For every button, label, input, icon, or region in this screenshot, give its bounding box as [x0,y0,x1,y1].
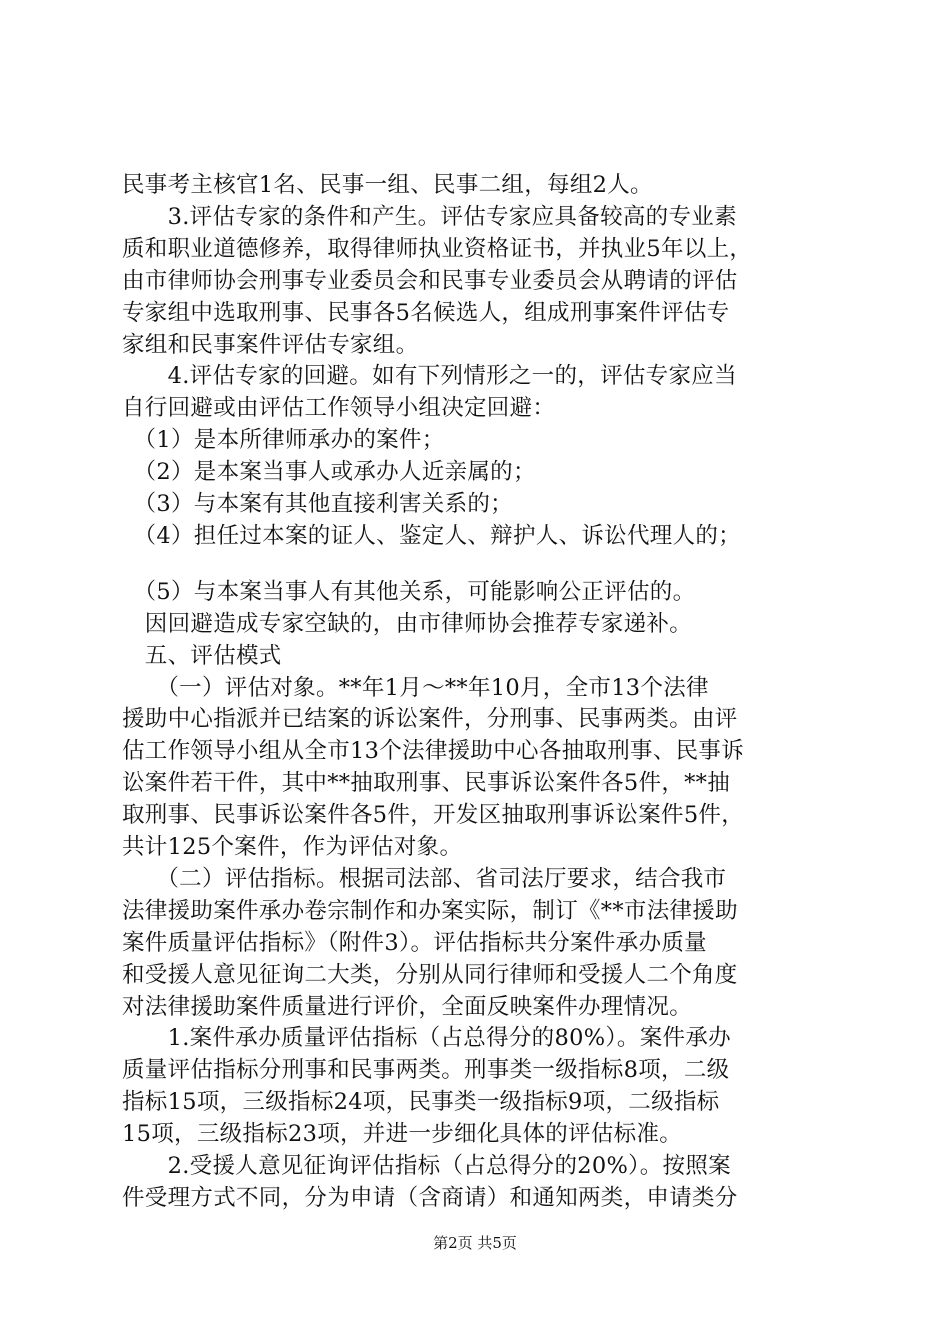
paragraph-line: 质量评估指标分刑事和民事两类。刑事类一级指标8项，二级 [122,1057,730,1084]
list-item: （5）与本案当事人有其他关系，可能影响公正评估的。 [122,578,696,605]
paragraph-line: 自行回避或由评估工作领导小组决定回避： [122,395,556,422]
list-item: （1）是本所律师承办的案件； [122,427,445,454]
list-item: （2）是本案当事人或承办人近亲属的； [122,459,536,486]
paragraph-line: （二）评估指标。根据司法部、省司法厅要求，结合我市 [122,865,727,892]
paragraph-line: 2.受援人意见征询评估指标（占总得分的20%）。按照案 [122,1153,731,1179]
paragraph-line: 法律援助案件承办卷宗制作和办案实际，制订《**市法律援助 [122,897,738,924]
paragraph-line: 案件质量评估指标》（附件3）。评估指标共分案件承办质量 [122,929,707,956]
paragraph-line: 质和职业道德修养，取得律师执业资格证书，并执业5年以上， [122,235,753,262]
paragraph-line: 取刑事、民事诉讼案件各5件，开发区抽取刑事诉讼案件5件， [122,802,745,829]
paragraph-line: 因回避造成专家空缺的，由市律师协会推荐专家递补。 [122,610,693,637]
paragraph-line: 民事考主核官1名、民事一组、民事二组，每组2人。 [122,172,653,198]
paragraph-line: 指标15项，三级指标24项，民事类一级指标9项，二级指标 [122,1089,720,1116]
paragraph-line: 4.评估专家的回避。如有下列情形之一的，评估专家应当 [122,363,737,390]
paragraph-line: （一）评估对象。**年1月～**年10月，全市13个法律 [122,674,709,701]
paragraph-line: 讼案件若干件，其中**抽取刑事、民事诉讼案件各5件，**抽 [122,770,731,797]
list-item: （3）与本案有其他直接利害关系的； [122,491,513,517]
paragraph-line: 专家组中选取刑事、民事各5名候选人，组成刑事案件评估专 [122,299,730,326]
paragraph-line: 3.评估专家的条件和产生。评估专家应具备较高的专业素 [122,203,737,230]
paragraph-line: 由市律师协会刑事专业委员会和民事专业委员会从聘请的评估 [122,267,738,294]
page-number-footer: 第2页 共5页 [433,1234,517,1252]
section-heading: 五、评估模式 [122,642,282,669]
paragraph-line: 15项，三级指标23项，并进一步细化具体的评估标准。 [122,1121,683,1148]
paragraph-line: 1.案件承办质量评估指标（占总得分的80%）。案件承办 [122,1025,731,1052]
list-item: （4）担任过本案的证人、鉴定人、辩护人、诉讼代理人的； [122,522,741,549]
paragraph-line: 援助中心指派并已结案的诉讼案件，分刑事、民事两类。由评 [122,706,738,733]
paragraph-line: 对法律援助案件质量进行评价，全面反映案件办理情况。 [122,993,693,1020]
paragraph-line: 件受理方式不同，分为申请（含商请）和通知两类，申请类分 [122,1184,738,1211]
paragraph-line: 家组和民事案件评估专家组。 [122,331,419,358]
paragraph-line: 估工作领导小组从全市13个法律援助中心各抽取刑事、民事诉 [122,738,745,765]
paragraph-line: 和受援人意见征询二大类，分别从同行律师和受援人二个角度 [122,961,738,988]
paragraph-line: 共计125个案件，作为评估对象。 [122,834,463,860]
